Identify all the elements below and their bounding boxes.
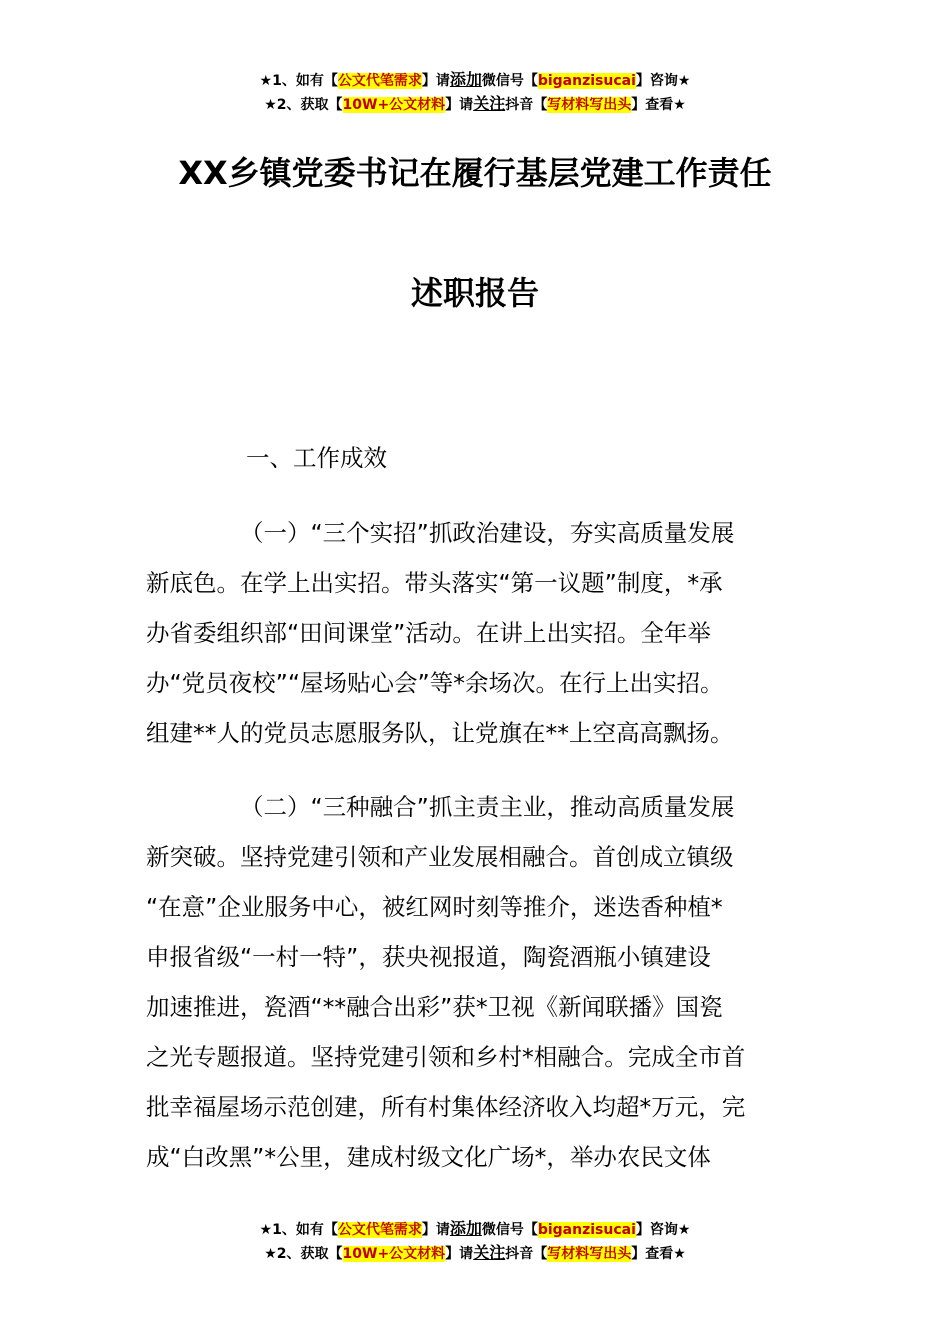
promo-highlight: 写材料写出头 [547,1246,632,1262]
paragraph-line: 办“党员夜校”“屋场贴心会”等*余场次。在行上出实招。 [146,669,724,697]
paragraph-line: 组建**人的党员志愿服务队，让党旗在**上空高高飘扬。 [146,719,734,747]
promo-highlight: biganzisucai [537,73,636,89]
promo-text: 】请 [445,97,474,113]
promo-line-1 [0,68,950,92]
promo-line-1 [0,1217,950,1241]
promo-highlight: 公文代笔需求 [337,73,422,89]
promo-banner-bottom [0,1217,950,1265]
paragraph-2 [146,782,812,1182]
paragraph-line: 申报省级“一村一特”，获央视报道，陶瓷酒瓶小镇建设 [146,943,711,971]
paragraph-line: （一）“三个实招”抓政治建设，夯实高质量发展 [240,519,735,547]
document-title-line-2: 述职报告 [410,274,539,312]
promo-highlight: 10W+公文材料 [342,1246,446,1262]
paragraph-line: 加速推进，瓷酒“**融合出彩”获*卫视《新闻联播》国瓷 [146,993,723,1021]
promo-text: ★1、如有【 [259,1222,338,1238]
promo-text: 抖音【 [505,1246,548,1262]
promo-text: 】请 [421,73,450,89]
promo-text: 】咨询★ [635,1222,691,1238]
promo-text: 】请 [421,1222,450,1238]
document-title-line-1: XX乡镇党委书记在履行基层党建工作责任 [178,154,772,192]
promo-underline: 添加 [449,70,482,89]
promo-text: 】请 [445,1246,474,1262]
paragraph-line: 之光专题报道。坚持党建引领和乡村*相融合。完成全市首 [146,1043,746,1071]
promo-underline: 添加 [449,1219,482,1238]
promo-highlight: 写材料写出头 [547,97,632,113]
promo-highlight: biganzisucai [537,1222,636,1238]
promo-text: ★2、获取【 [264,1246,343,1262]
paragraph-line: 新底色。在学上出实招。带头落实“第一议题”制度，*承 [146,569,723,597]
promo-text: ★2、获取【 [264,97,343,113]
paragraph-line: 新突破。坚持党建引领和产业发展相融合。首创成立镇级 [146,843,734,871]
promo-line-2 [0,1241,950,1265]
promo-text: 微信号【 [481,73,538,89]
promo-text: ★1、如有【 [259,73,338,89]
paragraph-line: 批幸福屋场示范创建，所有村集体经济收入均超*万元，完 [146,1093,746,1121]
promo-underline: 关注 [473,1243,506,1262]
promo-text: 】查看★ [631,1246,686,1262]
paragraph-line: 成“白改黑”*公里，建成村级文化广场*，举办农民文体 [146,1143,711,1171]
section-heading: 一、工作成效 [246,444,387,472]
promo-underline: 关注 [473,94,506,113]
promo-highlight: 公文代笔需求 [337,1222,422,1238]
promo-highlight: 10W+公文材料 [342,97,446,113]
paragraph-1 [146,508,812,758]
promo-text: 】咨询★ [635,73,691,89]
promo-banner-top [0,68,950,116]
promo-text: 】查看★ [631,97,686,113]
paragraph-line: “在意”企业服务中心，被红网时刻等推介，迷迭香种植* [146,893,723,921]
promo-line-2 [0,92,950,116]
paragraph-line: （二）“三种融合”抓主责主业，推动高质量发展 [240,793,735,821]
promo-text: 微信号【 [481,1222,538,1238]
promo-text: 抖音【 [505,97,548,113]
paragraph-line: 办省委组织部“田间课堂”活动。在讲上出实招。全年举 [146,619,711,647]
